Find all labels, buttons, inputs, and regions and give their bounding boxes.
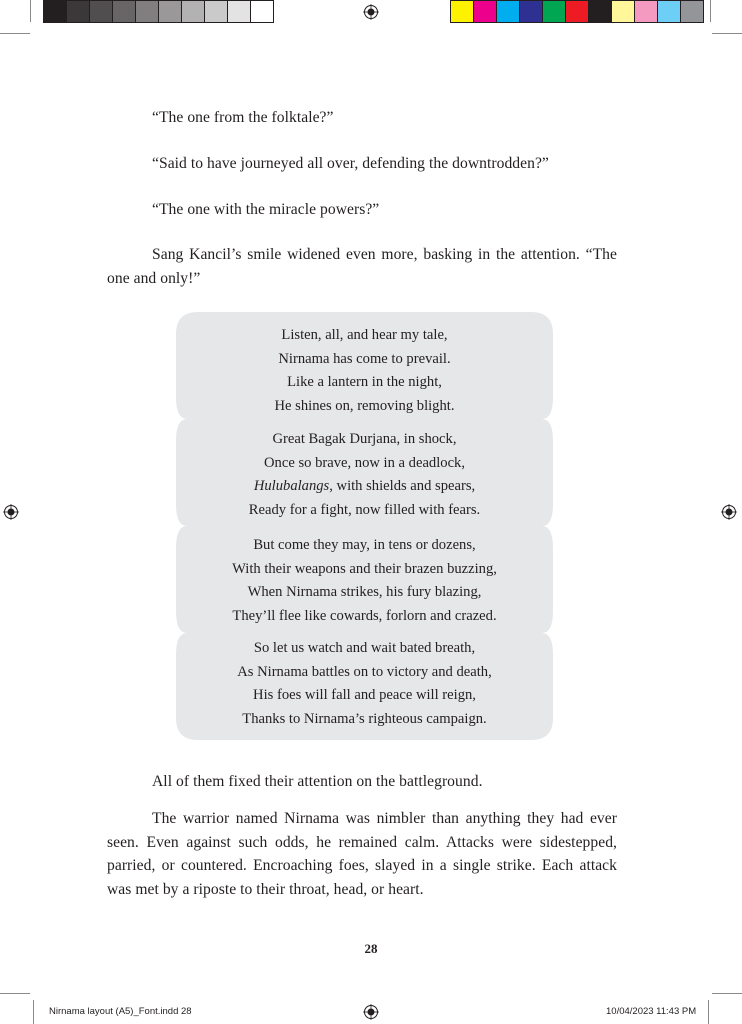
poem-line: Thanks to Nirnama’s righteous campaign. xyxy=(242,710,487,727)
poem-line: He shines on, removing blight. xyxy=(274,397,455,414)
slug-filename: Nirnama layout (A5)_Font.indd 28 xyxy=(49,1006,192,1017)
poem-line: But come they may, in tens or dozens, xyxy=(253,537,476,553)
poem-line: Once so brave, now in a deadlock, xyxy=(264,454,465,471)
registration-mark-icon xyxy=(3,504,19,520)
crop-mark xyxy=(0,33,30,34)
poem-line: They’ll flee like cowards, forlorn and crazed. xyxy=(232,607,497,624)
poem-line: Ready for a fight, now filled with fears. xyxy=(248,501,481,518)
poem-line: Great Bagak Durjana, in shock, xyxy=(272,431,457,447)
poem-box xyxy=(176,312,553,740)
crop-mark xyxy=(710,0,711,22)
dialogue-line: “Said to have journeyed all over, defending the downtrodden?” xyxy=(152,155,549,172)
slug-datetime: 10/04/2023 11:43 PM xyxy=(606,1006,697,1017)
registration-mark-icon xyxy=(363,4,379,20)
dialogue-line: “The one from the folktale?” xyxy=(152,109,334,126)
grayscale-color-bar xyxy=(43,0,274,23)
kancil-paragraph: Sang Kancil’s smile widened even more, basking in the attention. “The one and only!” xyxy=(107,246,617,287)
color-swatch xyxy=(228,0,251,23)
color-swatch xyxy=(67,0,90,23)
poem-line: So let us watch and wait bated breath, xyxy=(253,640,476,656)
poem-line: Like a lantern in the night, xyxy=(287,374,442,391)
registration-mark-icon xyxy=(363,1004,379,1020)
dialogue-line: “The one with the miracle powers?” xyxy=(152,201,380,218)
crop-mark xyxy=(712,993,742,994)
color-swatch xyxy=(681,0,704,23)
color-swatch xyxy=(543,0,566,23)
process-color-bar xyxy=(450,0,704,23)
color-swatch xyxy=(474,0,497,23)
crop-mark xyxy=(0,993,30,994)
crop-mark xyxy=(708,1000,709,1024)
italic-term: Hulubalangs xyxy=(253,478,330,495)
color-swatch xyxy=(113,0,136,23)
crop-mark xyxy=(712,33,742,34)
poem-stanza xyxy=(176,428,553,522)
poem-stanza xyxy=(176,324,553,418)
color-swatch xyxy=(497,0,520,23)
poem-stanza xyxy=(176,637,553,731)
poem-line-rest: , with shields and spears, xyxy=(329,478,476,495)
color-swatch xyxy=(589,0,612,23)
color-swatch xyxy=(520,0,543,23)
color-swatch xyxy=(612,0,635,23)
warrior-paragraph: The warrior named Nirnama was nimbler than anything they had ever seen. Even against such odds, he remained calm. Attacks were sidestepped, parried, or countered. Encroaching foes, slayed in a single strike. Each attack was met by a riposte to their throat, head, or heart. xyxy=(107,810,617,898)
color-swatch xyxy=(90,0,113,23)
poem-line xyxy=(176,475,553,499)
color-swatch xyxy=(566,0,589,23)
color-swatch xyxy=(205,0,228,23)
poem-line: His foes will fall and peace will reign, xyxy=(253,687,476,704)
poem-line: Nirnama has come to prevail. xyxy=(278,350,451,367)
poem-line: As Nirnama battles on to victory and death, xyxy=(237,663,492,680)
color-swatch xyxy=(182,0,205,23)
poem-stanza xyxy=(176,534,553,628)
crop-mark xyxy=(30,0,31,22)
color-swatch xyxy=(658,0,681,23)
color-swatch xyxy=(136,0,159,23)
page-number: 28 xyxy=(364,941,378,956)
color-swatch xyxy=(251,0,274,23)
color-swatch xyxy=(43,0,67,23)
narration-line: All of them fixed their attention on the battleground. xyxy=(152,773,483,790)
color-swatch xyxy=(450,0,474,23)
color-swatch xyxy=(635,0,658,23)
registration-mark-icon xyxy=(721,504,737,520)
poem-line: When Nirnama strikes, his fury blazing, xyxy=(247,584,482,601)
color-swatch xyxy=(159,0,182,23)
crop-mark xyxy=(33,1000,34,1024)
poem-line: With their weapons and their brazen buzzing, xyxy=(232,560,497,577)
poem-line: Listen, all, and hear my tale, xyxy=(281,327,448,343)
